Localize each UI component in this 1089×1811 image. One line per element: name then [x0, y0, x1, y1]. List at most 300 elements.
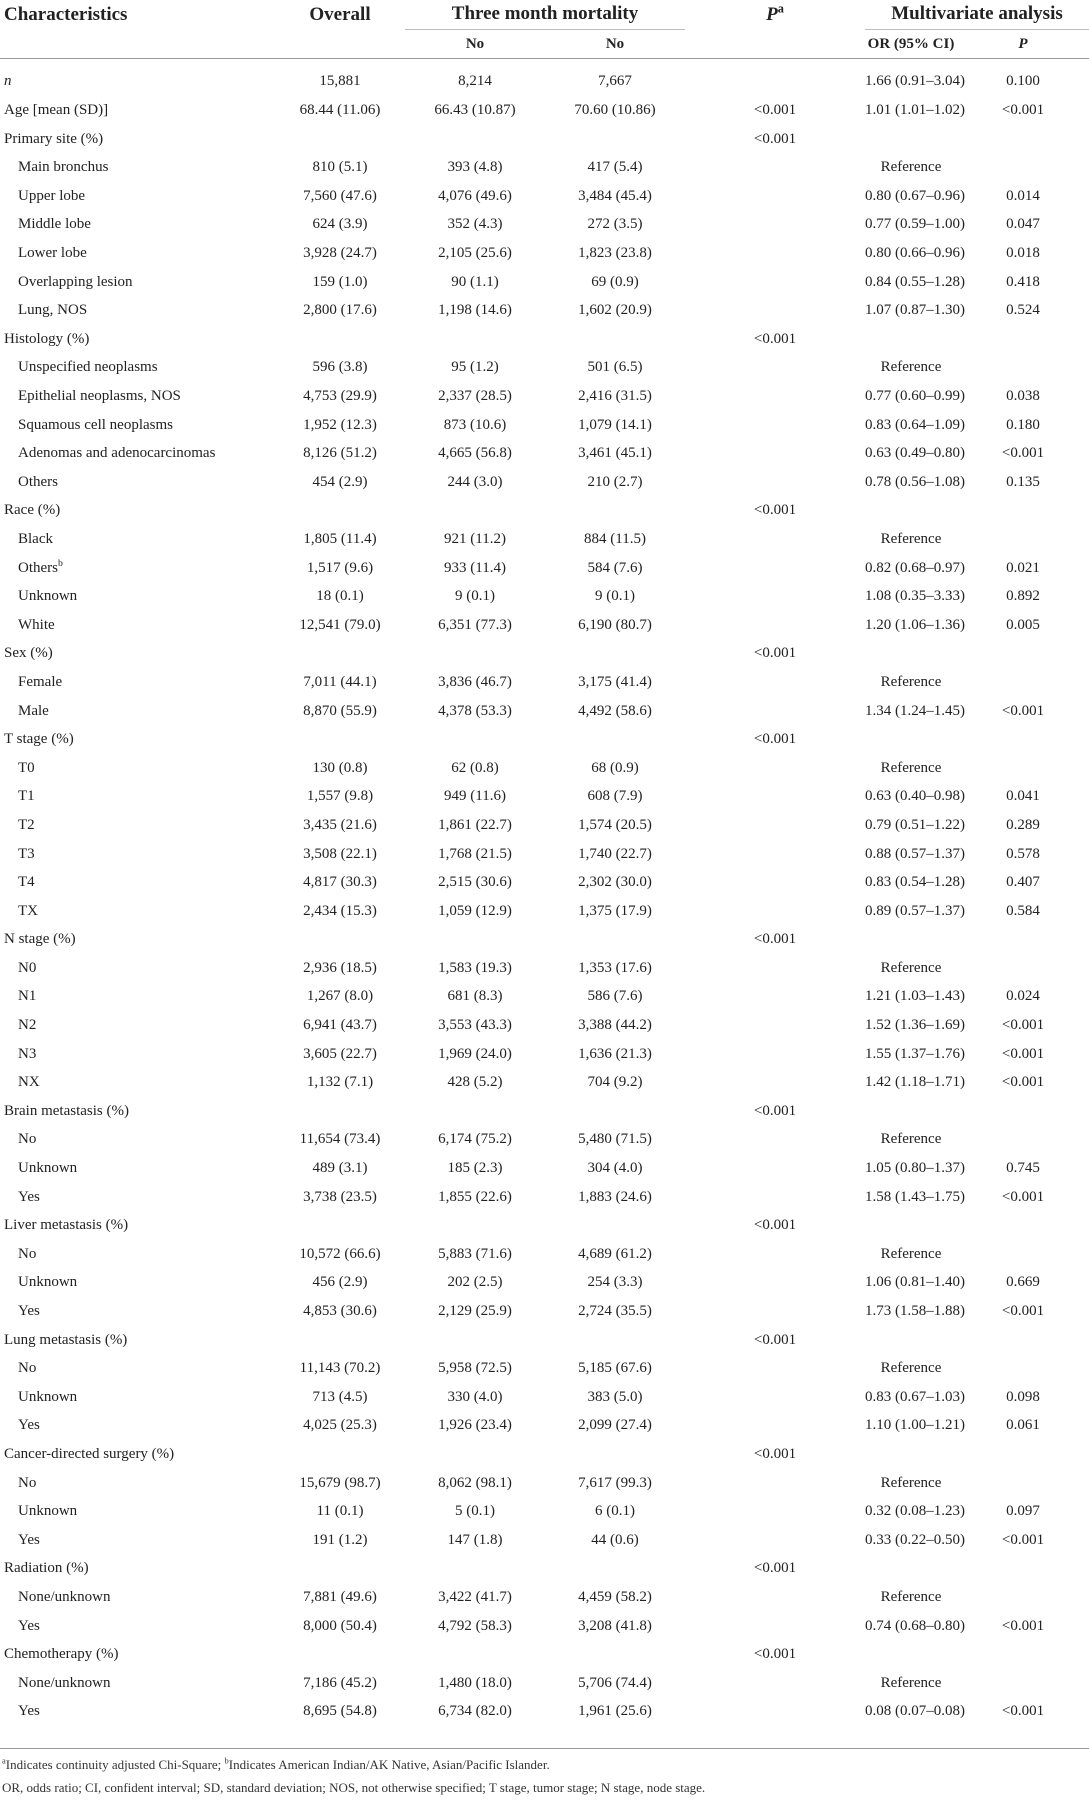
cell-characteristic	[0, 439, 275, 468]
cell-no-1: 8,062 (98.1)	[438, 1474, 512, 1491]
cell-multivariate-p: <0.001	[1001, 102, 1045, 119]
cell-no-2: 2,302 (30.0)	[578, 874, 652, 891]
cell-characteristic	[0, 210, 275, 239]
cell-characteristic	[0, 1583, 275, 1612]
cell-no-2: 68 (0.9)	[591, 759, 639, 776]
cell-odds-ratio: 0.33 (0.22–0.50)	[865, 1531, 965, 1548]
cell-p-value	[685, 1125, 865, 1154]
cell-multivariate-p	[957, 496, 1089, 525]
cell-multivariate-p	[957, 1325, 1089, 1354]
cell-no-1: 2,105 (25.6)	[438, 245, 512, 262]
cell-characteristic	[0, 954, 275, 983]
table-row	[0, 1097, 1089, 1126]
cell-no-1: 393 (4.8)	[447, 159, 503, 176]
row-label: Main bronchus	[18, 159, 109, 176]
cell-p-value	[685, 1297, 865, 1326]
table-row	[0, 1325, 1089, 1354]
cell-characteristic	[0, 296, 275, 325]
cell-p-value	[685, 1668, 865, 1697]
table-row	[0, 696, 1089, 725]
table-row	[0, 1525, 1089, 1554]
cell-characteristic	[0, 1468, 275, 1497]
cell-characteristic	[0, 1440, 275, 1469]
cell-p-value	[685, 1039, 865, 1068]
cell-overall	[275, 496, 405, 525]
cell-characteristic	[0, 124, 275, 153]
cell-no-1: 244 (3.0)	[447, 473, 503, 490]
cell-overall: 12,541 (79.0)	[299, 616, 381, 633]
table-row	[0, 439, 1089, 468]
row-label: n	[4, 73, 12, 90]
table-row	[0, 1383, 1089, 1412]
cell-multivariate-p	[957, 353, 1089, 382]
cell-overall: 130 (0.8)	[312, 759, 368, 776]
row-label: T1	[18, 788, 35, 805]
table-row	[0, 296, 1089, 325]
cell-overall: 15,679 (98.7)	[299, 1474, 381, 1491]
cell-multivariate-p: 0.135	[1006, 473, 1040, 490]
cell-p-value: <0.001	[753, 731, 797, 748]
row-label: Middle lobe	[18, 216, 91, 233]
cell-no-2: 1,079 (14.1)	[578, 416, 652, 433]
cell-multivariate-p: 0.041	[1006, 788, 1040, 805]
cell-odds-ratio	[865, 1097, 957, 1126]
table-row	[0, 839, 1089, 868]
cell-no-1: 2,337 (28.5)	[438, 388, 512, 405]
cell-no-1: 1,768 (21.5)	[438, 845, 512, 862]
cell-characteristic	[0, 1182, 275, 1211]
row-label: Lung metastasis (%)	[4, 1331, 128, 1348]
cell-odds-ratio	[865, 124, 957, 153]
cell-characteristic	[0, 982, 275, 1011]
cell-odds-ratio: 0.88 (0.57–1.37)	[865, 845, 965, 862]
cell-no-2: 3,388 (44.2)	[578, 1017, 652, 1034]
cell-no-2: 1,961 (25.6)	[578, 1703, 652, 1720]
cell-no-1: 1,059 (12.9)	[438, 902, 512, 919]
cell-multivariate-p: 0.180	[1006, 416, 1040, 433]
footnote-b-text: Indicates American Indian/AK Native, Asian/Pacific Islander.	[228, 1757, 550, 1772]
cell-no-2: 1,636 (21.3)	[578, 1045, 652, 1062]
cell-no-2: 69 (0.9)	[591, 273, 639, 290]
row-label: T stage (%)	[4, 731, 74, 748]
header-overall: Overall	[309, 3, 371, 25]
cell-p-value	[685, 210, 865, 239]
cell-characteristic	[0, 839, 275, 868]
cell-no-1: 3,836 (46.7)	[438, 673, 512, 690]
cell-no-1	[405, 1211, 545, 1240]
cell-odds-ratio: 0.79 (0.51–1.22)	[865, 816, 965, 833]
cell-odds-ratio: 0.82 (0.68–0.97)	[865, 559, 965, 576]
cell-overall: 18 (0.1)	[316, 588, 364, 605]
cell-p-value	[685, 1697, 865, 1726]
cell-odds-ratio: Reference	[880, 1588, 942, 1605]
cell-no-1: 428 (5.2)	[447, 1074, 503, 1091]
cell-no-2: 5,706 (74.4)	[578, 1674, 652, 1691]
cell-odds-ratio: 1.55 (1.37–1.76)	[865, 1045, 965, 1062]
cell-characteristic	[0, 1154, 275, 1183]
cell-multivariate-p: 0.418	[1006, 273, 1040, 290]
cell-no-2: 70.60 (10.86)	[574, 102, 656, 119]
row-label: Yes	[18, 1617, 40, 1634]
row-label: Unknown	[18, 588, 78, 605]
table-row	[0, 553, 1089, 582]
cell-characteristic	[0, 1125, 275, 1154]
cell-p-value	[685, 839, 865, 868]
cell-no-2: 254 (3.3)	[587, 1274, 643, 1291]
footnote-a-mark: a	[2, 1755, 6, 1766]
cell-no-2: 501 (6.5)	[587, 359, 643, 376]
cell-multivariate-p	[957, 1668, 1089, 1697]
cell-overall: 1,517 (9.6)	[306, 559, 374, 576]
cell-characteristic	[0, 696, 275, 725]
cell-p-value: <0.001	[753, 1646, 797, 1663]
cell-no-1: 1,861 (22.7)	[438, 816, 512, 833]
cell-odds-ratio: 0.74 (0.68–0.80)	[865, 1617, 965, 1634]
cell-no-2	[545, 725, 685, 754]
cell-characteristic	[0, 610, 275, 639]
row-label: White	[18, 616, 55, 633]
cell-overall: 4,753 (29.9)	[303, 388, 377, 405]
cell-no-2	[545, 1325, 685, 1354]
cell-no-2	[545, 325, 685, 354]
table-row	[0, 325, 1089, 354]
row-label: Black	[18, 530, 53, 547]
cell-no-1: 1,926 (23.4)	[438, 1417, 512, 1434]
cell-characteristic	[0, 67, 275, 96]
cell-no-2: 1,375 (17.9)	[578, 902, 652, 919]
cell-overall: 2,800 (17.6)	[303, 302, 377, 319]
footnote-abbreviations: OR, odds ratio; CI, confident interval; SD, standard deviation; NOS, not otherwise specified; T stage, tumor stage; N stage, node stage.	[2, 1780, 706, 1795]
cell-overall: 7,881 (49.6)	[303, 1588, 377, 1605]
cell-p-value	[685, 410, 865, 439]
cell-characteristic	[0, 382, 275, 411]
cell-no-1	[405, 725, 545, 754]
table-row	[0, 1640, 1089, 1669]
cell-overall: 8,870 (55.9)	[303, 702, 377, 719]
header-row-1	[0, 0, 1089, 29]
row-label: Sex (%)	[4, 645, 53, 662]
table-row	[0, 210, 1089, 239]
cell-p-value	[685, 811, 865, 840]
cell-no-2	[545, 124, 685, 153]
table-row	[0, 1554, 1089, 1583]
cell-characteristic	[0, 1525, 275, 1554]
cell-no-1: 6,174 (75.2)	[438, 1131, 512, 1148]
cell-overall: 2,936 (18.5)	[303, 959, 377, 976]
row-label: None/unknown	[18, 1674, 111, 1691]
row-label: Race (%)	[4, 502, 61, 519]
cell-overall	[275, 1211, 405, 1240]
cell-no-1: 2,129 (25.9)	[438, 1303, 512, 1320]
cell-overall: 10,572 (66.6)	[299, 1245, 381, 1262]
table-row	[0, 1583, 1089, 1612]
cell-no-2: 9 (0.1)	[595, 588, 635, 605]
cell-no-2	[545, 1440, 685, 1469]
cell-odds-ratio: 0.32 (0.08–1.23)	[865, 1503, 965, 1520]
cell-multivariate-p: <0.001	[1001, 1188, 1045, 1205]
cell-odds-ratio: 0.63 (0.49–0.80)	[865, 445, 965, 462]
cell-overall: 7,186 (45.2)	[303, 1674, 377, 1691]
cell-odds-ratio: 1.52 (1.36–1.69)	[865, 1017, 965, 1034]
cell-no-2	[545, 1211, 685, 1240]
header-sub-or: OR (95% CI)	[867, 35, 955, 52]
table-row	[0, 353, 1089, 382]
cell-overall: 2,434 (15.3)	[303, 902, 377, 919]
cell-characteristic	[0, 1354, 275, 1383]
cell-no-2	[545, 639, 685, 668]
cell-multivariate-p: <0.001	[1001, 1531, 1045, 1548]
cell-no-1: 4,665 (56.8)	[438, 445, 512, 462]
row-label: T3	[18, 845, 35, 862]
table-row	[0, 725, 1089, 754]
cell-no-2: 5,185 (67.6)	[578, 1360, 652, 1377]
cell-no-1: 352 (4.3)	[447, 216, 503, 233]
cell-characteristic	[0, 96, 275, 125]
cell-characteristic	[0, 1240, 275, 1269]
cell-overall	[275, 639, 405, 668]
cell-no-1: 330 (4.0)	[447, 1388, 503, 1405]
cell-characteristic	[0, 668, 275, 697]
cell-characteristic	[0, 1211, 275, 1240]
table-row	[0, 1497, 1089, 1526]
cell-no-2: 884 (11.5)	[584, 530, 646, 547]
cell-no-2: 6,190 (80.7)	[578, 616, 652, 633]
cell-overall	[275, 124, 405, 153]
cell-characteristic	[0, 1097, 275, 1126]
cell-characteristic	[0, 468, 275, 497]
header-characteristics: Characteristics	[4, 3, 128, 25]
cell-characteristic	[0, 1640, 275, 1669]
row-label: Female	[18, 673, 63, 690]
table-row	[0, 182, 1089, 211]
cell-p-value: <0.001	[753, 330, 797, 347]
row-label: Overlapping lesion	[18, 273, 133, 290]
cell-no-2: 584 (7.6)	[587, 559, 643, 576]
cell-odds-ratio: Reference	[880, 159, 942, 176]
cell-multivariate-p	[957, 1097, 1089, 1126]
table-body	[0, 67, 1089, 1725]
cell-overall: 68.44 (11.06)	[299, 102, 381, 119]
cell-odds-ratio: Reference	[880, 1131, 942, 1148]
cell-overall: 1,557 (9.8)	[306, 788, 374, 805]
cell-odds-ratio: 1.58 (1.43–1.75)	[865, 1188, 965, 1205]
cell-no-1: 1,198 (14.6)	[438, 302, 512, 319]
row-label: T2	[18, 816, 35, 833]
cell-no-1	[405, 639, 545, 668]
cell-no-2	[545, 1640, 685, 1669]
cell-characteristic	[0, 1068, 275, 1097]
row-label: Cancer-directed surgery (%)	[4, 1445, 175, 1462]
cell-overall: 8,695 (54.8)	[303, 1703, 377, 1720]
cell-characteristic	[0, 353, 275, 382]
cell-odds-ratio: 0.83 (0.67–1.03)	[865, 1388, 965, 1405]
table-row	[0, 1697, 1089, 1726]
cell-no-2	[545, 1097, 685, 1126]
table-row	[0, 1611, 1089, 1640]
cell-characteristic	[0, 1697, 275, 1726]
cell-multivariate-p: 0.892	[1006, 588, 1040, 605]
table-row	[0, 1668, 1089, 1697]
row-label: Age [mean (SD)]	[4, 102, 109, 119]
cell-p-value	[685, 439, 865, 468]
cell-odds-ratio	[865, 1211, 957, 1240]
cell-odds-ratio: 0.63 (0.40–0.98)	[865, 788, 965, 805]
row-label: N1	[18, 988, 37, 1005]
cell-odds-ratio	[865, 1554, 957, 1583]
cell-multivariate-p: <0.001	[1001, 1045, 1045, 1062]
cell-multivariate-p: 0.024	[1006, 988, 1040, 1005]
row-label: NX	[18, 1074, 40, 1091]
row-label: Others	[18, 559, 58, 576]
cell-no-1	[405, 1554, 545, 1583]
cell-multivariate-p: 0.014	[1006, 187, 1040, 204]
cell-overall: 4,025 (25.3)	[303, 1417, 377, 1434]
cell-p-value	[685, 954, 865, 983]
cell-p-value	[685, 868, 865, 897]
cell-odds-ratio: 1.73 (1.58–1.88)	[865, 1303, 965, 1320]
row-label: N3	[18, 1045, 37, 1062]
row-label: N2	[18, 1017, 37, 1034]
cell-multivariate-p	[957, 954, 1089, 983]
cell-odds-ratio: 0.80 (0.67–0.96)	[865, 187, 965, 204]
row-label: Brain metastasis (%)	[4, 1102, 129, 1119]
cell-overall: 3,508 (22.1)	[303, 845, 377, 862]
cell-p-value	[685, 267, 865, 296]
cell-p-value	[685, 382, 865, 411]
cell-multivariate-p	[957, 753, 1089, 782]
cell-odds-ratio: Reference	[880, 759, 942, 776]
cell-characteristic	[0, 267, 275, 296]
table-row	[0, 239, 1089, 268]
cell-characteristic	[0, 153, 275, 182]
table-row	[0, 811, 1089, 840]
cell-odds-ratio: Reference	[880, 1360, 942, 1377]
cell-no-2: 6 (0.1)	[595, 1503, 635, 1520]
cell-multivariate-p	[957, 1583, 1089, 1612]
cell-no-2: 7,667	[598, 73, 632, 90]
cell-multivariate-p	[957, 1640, 1089, 1669]
cell-no-1: 2,515 (30.6)	[438, 874, 512, 891]
cell-multivariate-p	[957, 668, 1089, 697]
cell-overall: 713 (4.5)	[312, 1388, 368, 1405]
cell-overall: 7,011 (44.1)	[303, 673, 377, 690]
cell-overall: 8,126 (51.2)	[303, 445, 377, 462]
cell-characteristic	[0, 1497, 275, 1526]
row-label: Primary site (%)	[4, 130, 104, 147]
cell-no-1	[405, 1440, 545, 1469]
row-label-sup: b	[58, 557, 63, 569]
cell-no-2: 7,617 (99.3)	[578, 1474, 652, 1491]
row-label: Yes	[18, 1417, 40, 1434]
cell-no-1: 681 (8.3)	[447, 988, 503, 1005]
cell-multivariate-p	[957, 639, 1089, 668]
table-row	[0, 410, 1089, 439]
cell-odds-ratio: 0.84 (0.55–1.28)	[865, 273, 965, 290]
cell-overall: 456 (2.9)	[312, 1274, 368, 1291]
cell-p-value	[685, 582, 865, 611]
cell-characteristic	[0, 1554, 275, 1583]
header-row-2	[0, 29, 1089, 59]
cell-no-1: 4,076 (49.6)	[438, 187, 512, 204]
cell-p-value	[685, 553, 865, 582]
row-label: T0	[18, 759, 35, 776]
cell-odds-ratio: 0.77 (0.59–1.00)	[865, 216, 965, 233]
table-row	[0, 1268, 1089, 1297]
cell-p-value: <0.001	[753, 645, 797, 662]
cell-no-1: 9 (0.1)	[455, 588, 495, 605]
cell-no-2: 3,484 (45.4)	[578, 187, 652, 204]
cell-characteristic	[0, 1668, 275, 1697]
cell-multivariate-p	[957, 1554, 1089, 1583]
cell-no-2: 1,740 (22.7)	[578, 845, 652, 862]
cell-no-2: 586 (7.6)	[587, 988, 643, 1005]
row-label: Unknown	[18, 1503, 78, 1520]
cell-no-1: 66.43 (10.87)	[434, 102, 516, 119]
table-row	[0, 382, 1089, 411]
table-row	[0, 582, 1089, 611]
cell-overall: 596 (3.8)	[312, 359, 368, 376]
row-label: Yes	[18, 1188, 40, 1205]
cell-no-2: 3,208 (41.8)	[578, 1617, 652, 1634]
cell-overall: 3,928 (24.7)	[303, 245, 377, 262]
cell-overall	[275, 1440, 405, 1469]
cell-odds-ratio: 0.89 (0.57–1.37)	[865, 902, 965, 919]
cell-overall: 1,952 (12.3)	[303, 416, 377, 433]
cell-odds-ratio	[865, 1440, 957, 1469]
cell-no-2: 210 (2.7)	[587, 473, 643, 490]
cell-no-2: 417 (5.4)	[587, 159, 643, 176]
cell-overall	[275, 1325, 405, 1354]
cell-odds-ratio: Reference	[880, 673, 942, 690]
cell-p-value	[685, 1182, 865, 1211]
cell-no-2: 3,175 (41.4)	[578, 673, 652, 690]
cell-overall	[275, 1554, 405, 1583]
cell-overall: 15,881	[319, 73, 361, 90]
cell-no-2: 4,689 (61.2)	[578, 1245, 652, 1262]
cell-multivariate-p: 0.578	[1006, 845, 1040, 862]
cell-odds-ratio: 1.10 (1.00–1.21)	[865, 1417, 965, 1434]
row-label: Radiation (%)	[4, 1560, 89, 1577]
cell-p-value	[685, 153, 865, 182]
cell-p-value	[685, 1468, 865, 1497]
cell-overall: 4,817 (30.3)	[303, 874, 377, 891]
cell-p-value: <0.001	[753, 1560, 797, 1577]
row-label: None/unknown	[18, 1588, 111, 1605]
cell-odds-ratio: Reference	[880, 1245, 942, 1262]
table-row	[0, 1297, 1089, 1326]
cell-overall: 191 (1.2)	[312, 1531, 368, 1548]
cell-odds-ratio: 1.21 (1.03–1.43)	[865, 988, 965, 1005]
row-label: Unspecified neoplasms	[18, 359, 158, 376]
cell-multivariate-p	[957, 725, 1089, 754]
cell-p-value	[685, 1411, 865, 1440]
cell-overall: 3,605 (22.7)	[303, 1045, 377, 1062]
cell-overall	[275, 325, 405, 354]
row-label: Liver metastasis (%)	[4, 1217, 129, 1234]
table-row	[0, 1125, 1089, 1154]
cell-multivariate-p	[957, 1240, 1089, 1269]
cell-characteristic	[0, 182, 275, 211]
cell-no-1: 5,958 (72.5)	[438, 1360, 512, 1377]
cell-characteristic	[0, 753, 275, 782]
cell-odds-ratio: 1.06 (0.81–1.40)	[865, 1274, 965, 1291]
cell-odds-ratio	[865, 496, 957, 525]
cell-p-value: <0.001	[753, 1331, 797, 1348]
cell-no-2: 1,823 (23.8)	[578, 245, 652, 262]
cell-odds-ratio: Reference	[880, 359, 942, 376]
row-label: Histology (%)	[4, 330, 90, 347]
cell-characteristic	[0, 1411, 275, 1440]
